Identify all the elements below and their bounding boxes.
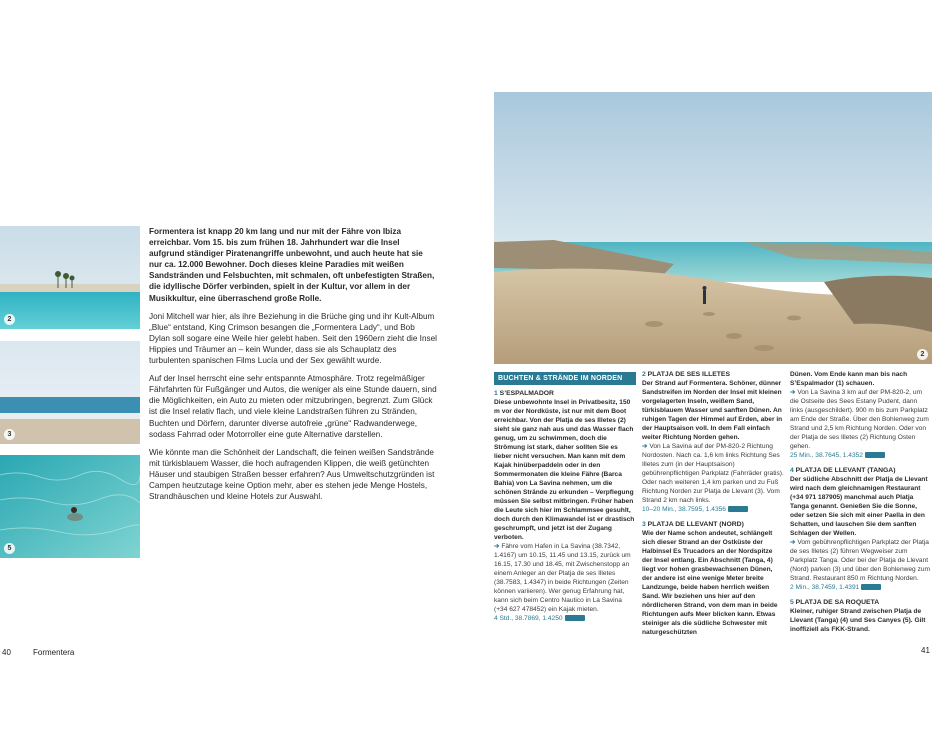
intro-paragraph: Wie könnte man die Schönheit der Landschaft, die feinen weißen Sandstrände mit türkisblauem Wasser, die hoch aufragenden Klippen, die weiß getünchten Häuser und staubigen Straßen besser erfahren? Aus Umweltschutzgründen ist Campen heutzutage keine Option mehr, aber es stehen jede Menge Hostels, Strandhäuschen und kleine Hotels zur Auswahl. <box>149 447 435 502</box>
meta-text: 2 Min., 38.7459, 1.4391 <box>790 584 860 591</box>
meta-text: 4 Std., 38.7869, 1.4250 <box>494 615 563 622</box>
directions-text: Von La Savina 3 km auf der PM-820-2, um die Ostseite des Sees Estany Pudent, dann links (ausgeschildert). 900 m bis zum Parkplatz am Ende der Straße. Über den Bohlenweg zum Strand und 2,5 km Richtung Norden. Oder von der Platja de ses Illetes (2) Richtung Osten gehen. <box>790 389 929 450</box>
intro-paragraph: Joni Mitchell war hier, als ihre Beziehung in die Brüche ging und ihr Kult-Album „Blue“ entstand, King Crimson besangen die „Formentera Lady“, und Bob Dylan soll sogare eine Weile hier gelebt haben. Seit den 1960ern zieht die Insel Hippies und Träumer an – kein Wunder, dass sie als Schauplatz des turbulenten spanischen Films Lucía und der Sex gewählt wurde. <box>149 311 437 366</box>
entry-directions <box>790 538 932 583</box>
entry-meta <box>790 583 932 592</box>
photo-number-badge: 5 <box>4 543 15 554</box>
entry-number: 4 <box>790 467 794 474</box>
amenity-icons <box>865 452 885 458</box>
photo-swimmer-turquoise <box>0 455 140 558</box>
entry-meta <box>790 451 932 460</box>
entry-heading <box>790 466 932 475</box>
entry-description: Diese unbewohnte Insel in Privatbesitz, 150 m vor der Nordküste, ist nur mit dem Boot erreichbar. Von der Platja de ses Illetes (2) sieht sie ganz nah aus und das Wasser flach genug, um zu schwimmen, doch die Strömung ist stark, daher sollten Sie es lieber nicht versuchen. Man kann mit dem Kajak hinüberpaddeln oder in den Sommermonaten die kleine Fähre (Barca Bahía) von La Savina nehmen, um die schönen Strände zu erkunden – Verpflegung müssen Sie selbst mitbringen. Früher haben die Leute sich hier im Schlammsee gesuhlt, doch durch den Klimawandel ist er drastisch geschrumpft, und jetzt ist der Zugang verboten. <box>494 399 635 541</box>
entry-name: PLATJA DE SA ROQUETA <box>795 599 880 606</box>
amenity-icons <box>565 615 585 621</box>
page-number-right: 41 <box>921 646 930 655</box>
column-2 <box>642 370 784 637</box>
photo-dunes-beach <box>494 92 932 364</box>
intro-paragraph: Auf der Insel herrscht eine sehr entspannte Atmosphäre. Trotz regelmäßiger Fährfahrten für Fußgänger und Autos, die weniger als eine Stunde dauern, sind die Möglichkeiten, ein Auto zu mieten oder mitzubringen, begrenzt. Zum Glück ist die Insel relativ flach, und viele kleine Landstraßen führen zu Stränden, Buchten und Dörfern, darunter diverse autofreie „grüne“ Radwanderwege, sodass Fahrrad oder Motorroller eine gute Alternative darstellen. <box>149 374 437 439</box>
photo-number-badge: 2 <box>917 349 928 360</box>
page-number-left: 40 <box>2 648 11 657</box>
photo-beach-palms <box>0 226 140 329</box>
entry-meta <box>494 614 636 623</box>
running-title: Formentera <box>33 648 75 657</box>
arrow-icon: ➔ <box>494 543 502 550</box>
photo-number-badge: 2 <box>4 314 15 325</box>
entry-number: 2 <box>642 371 646 378</box>
meta-text: 10–20 Min., 38.7595, 1.4356 <box>642 506 726 513</box>
entry-description: Der südliche Abschnitt der Platja de Llevant wird nach dem gleichnamigen Restaurant (+34 971 187905) manchmal auch Platja Tanga genannt. Genießen Sie die Sonne, oder setzen Sie sich mit einer Paella in den Schatten, und lauschen Sie dem sanften Schlagen der Wellen. <box>790 476 928 537</box>
entry-name: PLATJA DE LLEVANT (NORD) <box>647 521 744 528</box>
arrow-icon: ➔ <box>790 539 798 546</box>
amenity-icons <box>728 506 748 512</box>
entry-directions <box>790 388 932 451</box>
entry-number: 1 <box>494 390 498 397</box>
column-1 <box>494 372 636 629</box>
entry-name: PLATJA DE SES ILLETES <box>647 371 731 378</box>
entry-heading <box>642 520 784 529</box>
directions-text: Von La Savina auf der PM-820-2 Richtung Nordosten. Nach ca. 1,6 km links Richtung Ses Illetes zum (in der Hauptsaison) gebührenpflichtigen Parkplatz (Fahrräder gratis). Oder nach weiteren 1,4 km parken und zu Fuß Richtung Norden zur Platja de Llevant (3). Vom Strand 2 km nach links. <box>642 443 784 504</box>
entry-description: Kleiner, ruhiger Strand zwischen Platja de Llevant (Tanga) (4) und Ses Canyes (5). Gilt inoffiziell als FKK-Strand. <box>790 608 926 633</box>
intro-text <box>149 226 437 509</box>
entry-name: PLATJA DE LLEVANT (TANGA) <box>795 467 896 474</box>
meta-text: 25 Min., 38.7645, 1.4352 <box>790 452 863 459</box>
entry-description: Dünen. Vom Ende kann man bis nach S’Espalmador (1) schauen. <box>790 371 908 387</box>
section-heading: BUCHTEN & STRÄNDE IM NORDEN <box>494 372 636 385</box>
entry-heading <box>642 370 784 379</box>
entry-meta <box>642 505 784 514</box>
entry-name: S’ESPALMADOR <box>499 390 554 397</box>
entry-number: 5 <box>790 599 794 606</box>
photo-sea-shore <box>0 341 140 444</box>
entry-heading <box>494 389 636 398</box>
column-3 <box>790 370 932 634</box>
entry-heading <box>790 598 932 607</box>
entry-number: 3 <box>642 521 646 528</box>
photo-number-badge: 3 <box>4 429 15 440</box>
arrow-icon: ➔ <box>790 389 798 396</box>
arrow-icon: ➔ <box>642 443 650 450</box>
directions-text: Vom gebührenpflichtigen Parkplatz der Platja de ses Illetes (2) führen Wegweiser zum Parkplatz Tanga. Oder bei der Platja de Llevant (Nord) parken (3) und über den Bohlenweg zum Strand. Restaurant 850 m Richtung Norden. <box>790 539 931 582</box>
entry-directions <box>494 542 636 614</box>
intro-lead: Formentera ist knapp 20 km lang und nur mit der Fähre von Ibiza erreichbar. Vom 15. bis zum frühen 18. Jahrhundert war die Insel aufgrund ständiger Piratenangriffe unbewohnt, und auch heute hat sie nur ca. 12.000 Bewohner. Doch dieses kleine Paradies mit weißen Sandstränden und Felsbuchten, mit schmalen, oft unbefestigten Straßen, die idyllische Dörfer verbinden, spielt in der Kultur, vor allem in der Musikkultur, eine überraschend große Rolle. <box>149 227 435 303</box>
amenity-icons <box>861 584 881 590</box>
entry-directions <box>642 442 784 505</box>
entry-description: Wie der Name schon andeutet, schlängelt sich dieser Strand an der Ostküste der Halbinsel Es Trucadors an der Nordspitze der Insel entlang. Ein Abschnitt (Tanga, 4) liegt vor hohen grasbewachsenen Dünen, der andere ist eine wenige Meter breite Landzunge, beide haben herrlich weißen Sand. Wir beziehen uns hier auf den nördlicheren Strand, von dem man in beide Richtungen aufs Meer blicken kann. Etwas steiniger als die südliche Schwester mit naturgeschützten <box>642 530 778 636</box>
directions-text: Fähre vom Hafen in La Savina (38.7342, 1.4167) um 10.15, 11.45 und 13.15, zurück um 16.15, 17.30 und 18.45, mit Zwischenstopp an einem Anleger an der Platja de ses Illetes (38.7583, 1.4347) in beide Richtungen (Zeiten können variieren). Wer genug Erfahrung hat, kann sich beim Centro Nautico in La Savina (+34 627 478452) ein Kajak mieten. <box>494 543 631 613</box>
entry-description: Der Strand auf Formentera. Schöner, dünner Sandstreifen im Norden der Insel mit kleinen vorgelagerten Inseln, weißem Sand, türkisblauem Wasser und sanften Dünen. An ruhigen Tagen der Himmel auf Erden, aber in der Hauptsaison voll. In dem Fall einfach weiter Richtung Norden gehen. <box>642 380 783 441</box>
